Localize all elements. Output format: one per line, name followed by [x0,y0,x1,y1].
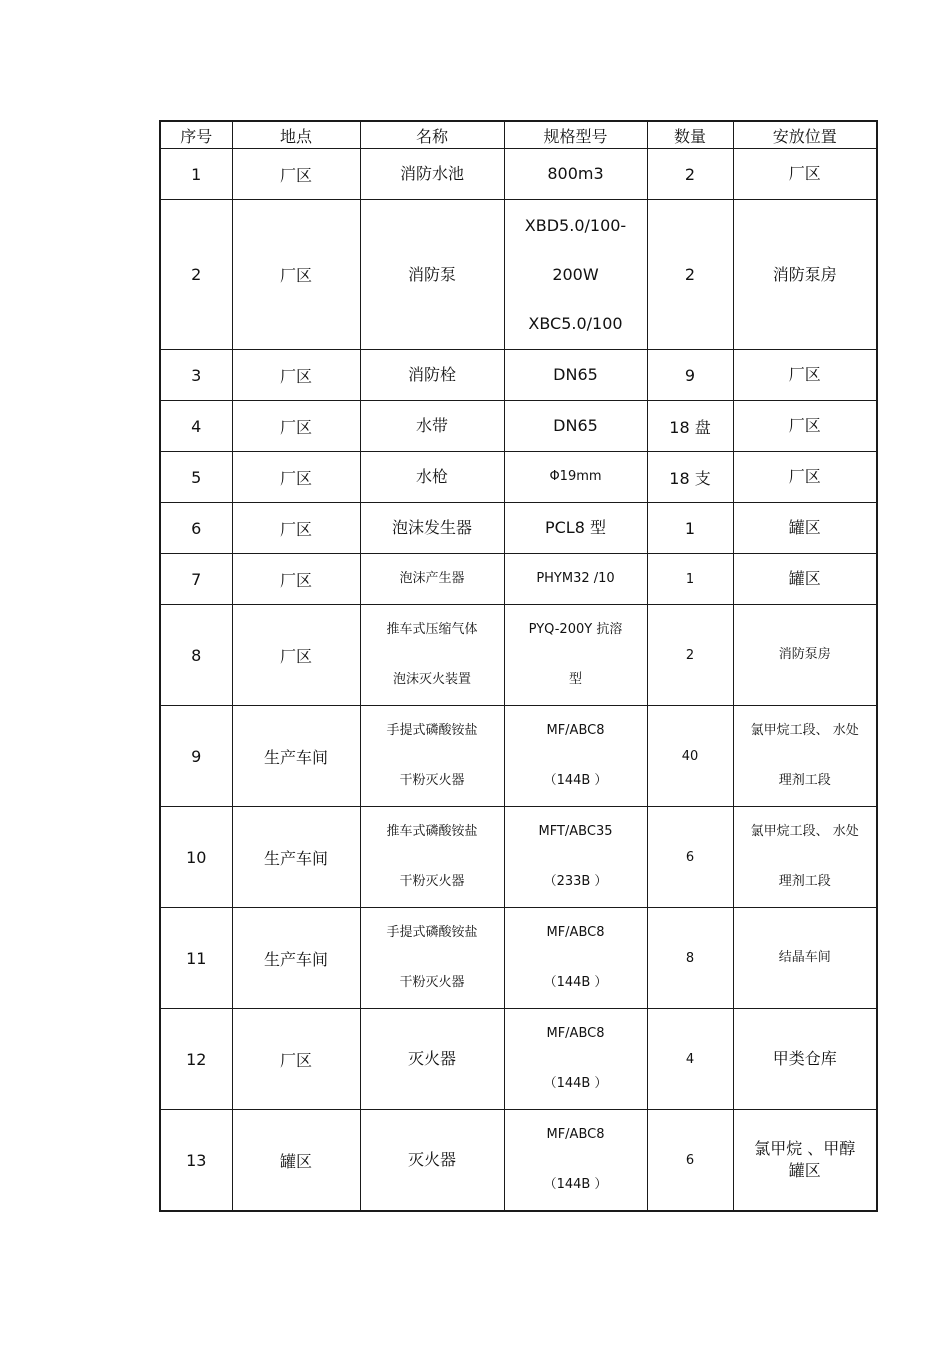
cell-place [733,605,877,706]
cell-spec-line: MF/ABC8 [546,1127,605,1142]
cell-no: 10 [160,807,232,908]
cell-name-line: 干粉灭火器 [399,773,465,788]
cell-place [733,807,877,908]
cell-name [360,350,504,401]
cell-spec-line: PHYM32 /10 [536,571,615,586]
cell-place-line: 氯甲烷工段、 水处 [750,824,859,839]
cell-name [360,605,504,706]
cell-spec-line: （144B ） [543,773,608,788]
cell-spec [504,401,647,452]
header-name: 名称 [360,121,504,149]
header-row [160,121,877,149]
cell-name-line: 推车式磷酸铵盐 [386,824,478,839]
cell-place-line: 厂区 [788,467,821,486]
cell-place [733,350,877,401]
cell-place [733,1110,877,1212]
cell-spec [504,605,647,706]
cell-place [733,503,877,554]
cell-no: 8 [160,605,232,706]
cell-name [360,200,504,350]
header-no: 序号 [160,121,232,149]
cell-location: 厂区 [232,401,360,452]
cell-place [733,200,877,350]
table-row [160,706,877,807]
cell-qty: 2 [647,605,733,706]
cell-place-line: 结晶车间 [778,950,831,965]
cell-place-line: 厂区 [788,365,821,384]
header-location: 地点 [232,121,360,149]
cell-place-line: 厂区 [788,416,821,435]
cell-spec-line: MF/ABC8 [546,925,605,940]
cell-location: 厂区 [232,1009,360,1110]
cell-spec-line: （144B ） [543,1177,608,1192]
cell-name [360,908,504,1009]
cell-name-line: 推车式压缩气体 [386,622,478,637]
cell-spec [504,149,647,200]
cell-no: 11 [160,908,232,1009]
cell-spec-line: XBD5.0/100- [524,216,627,235]
cell-name [360,706,504,807]
cell-name-line: 泡沫灭火装置 [392,672,471,687]
cell-place-line: 消防泵房 [772,264,837,284]
cell-spec [504,1009,647,1110]
cell-name [360,149,504,200]
cell-spec [504,908,647,1009]
cell-spec-line: MF/ABC8 [546,723,605,738]
cell-place-line: 罐区 [788,518,821,537]
cell-place [733,706,877,807]
cell-name-line: 消防栓 [407,365,456,384]
cell-place [733,554,877,605]
header-qty: 数量 [647,121,733,149]
cell-spec-line: XBC5.0/100 [528,314,623,333]
cell-location: 厂区 [232,452,360,503]
cell-place [733,401,877,452]
cell-place-line: 氯甲烷工段、 水处 [750,723,859,738]
table-row [160,908,877,1009]
cell-place-line: 消防泵房 [778,647,831,662]
cell-no: 6 [160,503,232,554]
cell-no: 9 [160,706,232,807]
cell-name [360,554,504,605]
cell-qty: 2 [647,149,733,200]
equipment-table [159,120,878,1212]
cell-location: 厂区 [232,605,360,706]
cell-name-line: 灭火器 [407,1049,456,1068]
cell-place [733,452,877,503]
cell-name-line: 消防水池 [399,164,464,183]
cell-spec-line: MF/ABC8 [546,1026,605,1041]
cell-spec-line: 型 [568,672,582,687]
cell-place [733,1009,877,1110]
cell-spec [504,350,647,401]
cell-name-line: 手提式磷酸铵盐 [386,925,478,940]
table-row [160,200,877,350]
cell-spec-line: Φ19mm [549,469,602,484]
cell-spec-line: （233B ） [543,874,608,889]
cell-qty: 8 [647,908,733,1009]
cell-spec-line: DN65 [553,416,598,435]
cell-qty: 1 [647,554,733,605]
cell-location: 罐区 [232,1110,360,1212]
cell-place-line: 理剂工段 [778,874,831,889]
cell-spec [504,807,647,908]
cell-qty: 18 支 [647,452,733,503]
table-row [160,605,877,706]
table-row [160,401,877,452]
cell-name-line: 手提式磷酸铵盐 [386,723,478,738]
cell-place [733,149,877,200]
cell-location: 厂区 [232,554,360,605]
table-row [160,503,877,554]
cell-spec-line: PCL8 型 [544,518,606,537]
cell-spec [504,1110,647,1212]
cell-no: 13 [160,1110,232,1212]
cell-name [360,1110,504,1212]
cell-location: 厂区 [232,200,360,350]
cell-name-line: 干粉灭火器 [399,874,465,889]
cell-spec-line: PYQ-200Y 抗溶 [528,622,623,637]
cell-place-line: 理剂工段 [778,773,831,788]
cell-qty: 2 [647,200,733,350]
cell-place-line: 厂区 [788,164,821,183]
header-place: 安放位置 [733,121,877,149]
cell-name-line: 水枪 [415,467,448,486]
cell-no: 2 [160,200,232,350]
cell-no: 7 [160,554,232,605]
cell-location: 生产车间 [232,706,360,807]
cell-no: 3 [160,350,232,401]
cell-name-line: 泡沫产生器 [399,571,465,586]
cell-place-line: 甲类仓库 [772,1049,837,1068]
cell-name-line: 泡沫发生器 [391,518,472,537]
cell-place-line: 氯甲烷 、甲醇 [754,1139,856,1158]
cell-spec-line: （144B ） [543,1076,608,1091]
cell-name-line: 消防泵 [407,264,456,284]
cell-spec-line: 800m3 [547,164,604,183]
cell-spec [504,706,647,807]
cell-name [360,503,504,554]
cell-no: 1 [160,149,232,200]
cell-name-line: 干粉灭火器 [399,975,465,990]
cell-spec-line: 200W [552,265,599,284]
table-row [160,1110,877,1212]
cell-spec [504,200,647,350]
cell-spec-line: （144B ） [543,975,608,990]
cell-no: 5 [160,452,232,503]
table-row [160,807,877,908]
cell-name [360,401,504,452]
cell-location: 厂区 [232,149,360,200]
cell-no: 12 [160,1009,232,1110]
cell-location: 厂区 [232,503,360,554]
cell-location: 生产车间 [232,908,360,1009]
cell-qty: 18 盘 [647,401,733,452]
cell-name [360,807,504,908]
table-row [160,149,877,200]
cell-spec-line: DN65 [553,365,598,384]
cell-qty: 1 [647,503,733,554]
cell-place [733,908,877,1009]
table-row [160,350,877,401]
cell-name-line: 灭火器 [407,1150,456,1169]
cell-qty: 6 [647,807,733,908]
cell-name-line: 水带 [415,416,448,435]
cell-name [360,1009,504,1110]
cell-location: 厂区 [232,350,360,401]
cell-spec [504,452,647,503]
cell-qty: 40 [647,706,733,807]
cell-qty: 4 [647,1009,733,1110]
table-row [160,554,877,605]
cell-spec [504,554,647,605]
cell-qty: 6 [647,1110,733,1212]
cell-location: 生产车间 [232,807,360,908]
cell-spec-line: MFT/ABC35 [538,824,613,839]
cell-name [360,452,504,503]
cell-qty: 9 [647,350,733,401]
cell-place-line: 罐区 [788,1161,821,1180]
header-spec: 规格型号 [504,121,647,149]
cell-place-line: 罐区 [788,569,821,588]
table-row [160,1009,877,1110]
table-row [160,452,877,503]
cell-spec [504,503,647,554]
cell-no: 4 [160,401,232,452]
